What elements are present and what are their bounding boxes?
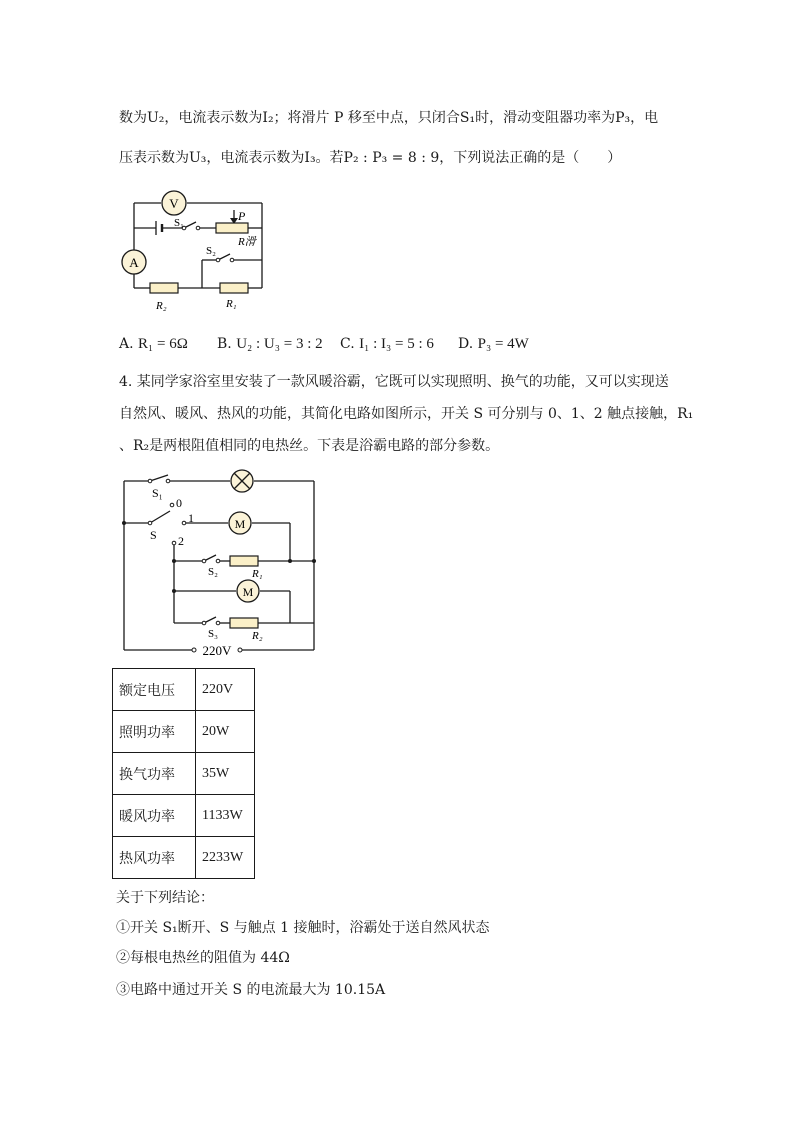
slide-rheostat — [216, 223, 248, 233]
r2-label: R₂ — [156, 300, 167, 312]
contact-0-label: 0 — [176, 496, 182, 510]
voltmeter-label: V — [169, 196, 179, 211]
contact-1-label: 1 — [188, 511, 194, 525]
conclusion-item: ②每根电热丝的阻值为 44Ω — [116, 950, 290, 966]
q4-line-3: 、R₂是两根阻值相同的电热丝。下表是浴霸电路的部分参数。 — [119, 438, 500, 454]
option-d: D. P₃ = 4W — [458, 336, 529, 352]
supply-voltage-label: 220V — [202, 643, 232, 658]
heater-r1 — [230, 556, 258, 566]
table-row: 热风功率 2233W — [113, 837, 255, 879]
q4-line-2: 自然风、暖风、热风的功能，其简化电路如图所示，开关 S 可分别与 0、1、2 触点接触，R₁ — [119, 406, 694, 422]
table-row: 暖风功率 1133W — [113, 795, 255, 837]
heater-r2 — [230, 618, 258, 628]
table-row: 照明功率 20W — [113, 711, 255, 753]
s2-label: S₂ — [206, 245, 216, 257]
s2-label: S₂ — [208, 566, 218, 578]
s1-label: S₁ — [152, 486, 163, 500]
q4-line-1: 4. 某同学家浴室里安装了一款风暖浴霸，它既可以实现照明、换气的功能，又可以实现送 — [119, 374, 669, 390]
option-c: C. I₁ : I₃ = 5 : 6 — [340, 336, 434, 352]
option-a: A. R₁ = 6Ω — [119, 336, 188, 352]
q4-circuit-diagram — [116, 465, 322, 663]
lamp-icon — [231, 470, 253, 492]
motor-2-label: M — [242, 585, 254, 599]
option-b: B. U₂ : U₃ = 3 : 2 — [217, 336, 323, 352]
resistor-r2 — [150, 283, 178, 293]
conclusion-intro: 关于下列结论： — [116, 890, 214, 906]
s3-label: S₃ — [208, 628, 218, 640]
s1-label: S₁ — [174, 217, 184, 229]
q3-line-2: 压表示数为U₃，电流表示数为I₃。若P₂ : P₃ = 8 : 9，下列说法正确的是（ ） — [119, 150, 622, 166]
r1-label: R₁ — [226, 298, 237, 310]
conclusion-item: ①开关 S₁断开、S 与触点 1 接触时，浴霸处于送自然风状态 — [116, 920, 490, 936]
s-label: S — [150, 528, 157, 542]
r1-label: R₁ — [252, 568, 263, 580]
p-label: P — [238, 209, 246, 223]
conclusion-item: ③电路中通过开关 S 的电流最大为 10.15A — [116, 982, 386, 998]
table-row: 换气功率 35W — [113, 753, 255, 795]
r2-label: R₂ — [252, 630, 263, 642]
q3-circuit-diagram — [116, 188, 276, 316]
resistor-r1 — [220, 283, 248, 293]
table-row: 额定电压 220V — [113, 669, 255, 711]
q3-line-1: 数为U₂，电流表示数为I₂；将滑片 P 移至中点，只闭合S₁时，滑动变阻器功率为P₃，电 — [119, 110, 659, 126]
r-slide-label: R滑 — [238, 236, 256, 248]
contact-2-label: 2 — [178, 534, 184, 548]
ammeter-label: A — [129, 255, 139, 270]
parameter-table — [112, 668, 255, 879]
motor-1-label: M — [234, 517, 246, 531]
